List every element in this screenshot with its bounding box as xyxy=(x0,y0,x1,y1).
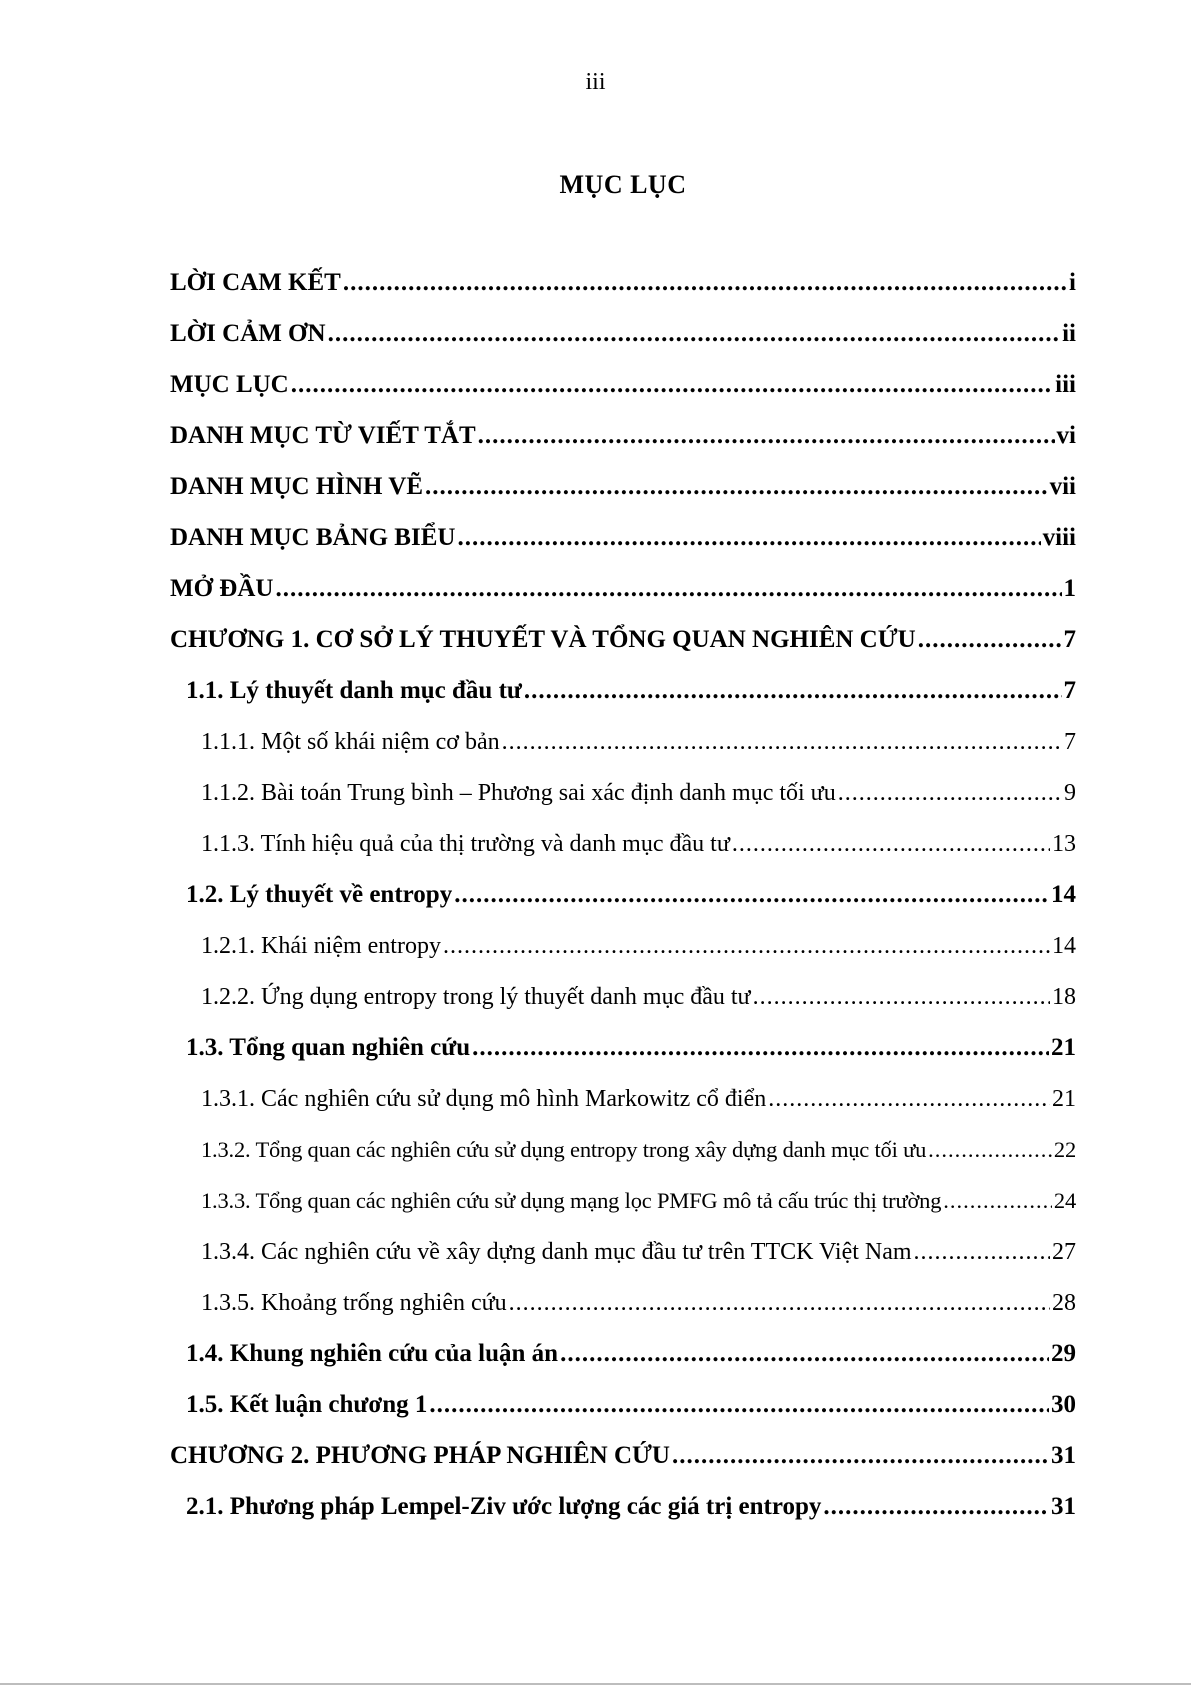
toc-dot-leader xyxy=(328,319,1061,349)
toc-dot-leader xyxy=(454,880,1049,910)
toc-entry[interactable] xyxy=(170,727,1076,778)
toc-dot-leader xyxy=(275,574,1061,604)
toc-entry-page: 21 xyxy=(1052,1086,1076,1112)
toc-entry-page: 13 xyxy=(1052,831,1076,857)
toc-entry[interactable] xyxy=(170,676,1076,727)
toc-dot-leader xyxy=(509,1288,1050,1318)
toc-entry[interactable] xyxy=(170,523,1076,574)
toc-dot-leader xyxy=(429,1390,1049,1420)
toc-dot-leader xyxy=(943,1186,1052,1216)
toc-entry[interactable] xyxy=(170,1084,1076,1135)
toc-dot-leader xyxy=(918,625,1062,655)
toc-entry[interactable] xyxy=(170,880,1076,931)
toc-entry[interactable] xyxy=(170,1492,1076,1543)
toc-entry-label: 1.3.5. Khoảng trống nghiên cứu xyxy=(201,1290,507,1316)
toc-entry-label: 1.4. Khung nghiên cứu của luận án xyxy=(186,1340,559,1367)
toc-entry-page: 1 xyxy=(1063,575,1076,602)
toc-entry-page: 14 xyxy=(1051,881,1076,908)
toc-dot-leader xyxy=(457,523,1040,553)
toc-dot-leader xyxy=(502,727,1062,757)
toc-entry-label: 1.3.3. Tổng quan các nghiên cứu sử dụng mạng lọc PMFG mô tả cấu trúc thị trường xyxy=(201,1188,942,1213)
toc-entry-page: 31 xyxy=(1051,1493,1076,1520)
toc-entry-page: 9 xyxy=(1064,780,1076,806)
toc-entry[interactable] xyxy=(170,268,1076,319)
toc-dot-leader xyxy=(753,982,1050,1012)
toc-entry-page: 7 xyxy=(1063,677,1076,704)
toc-dot-leader xyxy=(343,268,1067,298)
toc-dot-leader xyxy=(928,1135,1052,1165)
table-of-contents xyxy=(170,268,1076,1543)
toc-entry[interactable] xyxy=(170,1186,1076,1237)
toc-entry-page: 30 xyxy=(1051,1391,1076,1418)
toc-entry[interactable] xyxy=(170,1390,1076,1441)
toc-entry-label: CHƯƠNG 1. CƠ SỞ LÝ THUYẾT VÀ TỔNG QUAN NGHIÊN CỨU xyxy=(170,626,916,653)
page-title: MỤC LỤC xyxy=(559,170,687,199)
toc-entry-page: 14 xyxy=(1052,933,1076,959)
toc-entry-label: 1.3.4. Các nghiên cứu về xây dựng danh mục đầu tư trên TTCK Việt Nam xyxy=(201,1239,912,1265)
toc-entry-label: 1.2. Lý thuyết về entropy xyxy=(186,881,453,908)
toc-dot-leader xyxy=(768,1084,1050,1114)
toc-entry[interactable] xyxy=(170,778,1076,829)
toc-entry[interactable] xyxy=(170,472,1076,523)
toc-entry-page: 27 xyxy=(1052,1239,1076,1265)
toc-entry-label: MỤC LỤC xyxy=(170,371,289,398)
toc-entry-page: 22 xyxy=(1053,1137,1076,1162)
toc-entry-page: 21 xyxy=(1051,1034,1076,1061)
toc-entry-label: DANH MỤC BẢNG BIỂU xyxy=(170,524,456,551)
toc-entry-label: MỞ ĐẦU xyxy=(170,575,274,602)
toc-entry-label: 1.1.1. Một số khái niệm cơ bản xyxy=(201,729,500,755)
toc-entry-label: LỜI CẢM ƠN xyxy=(170,320,326,347)
toc-entry-label: DANH MỤC HÌNH VẼ xyxy=(170,473,424,500)
toc-dot-leader xyxy=(443,931,1050,961)
toc-entry[interactable] xyxy=(170,982,1076,1033)
toc-dot-leader xyxy=(478,421,1055,451)
toc-entry-page: vi xyxy=(1056,422,1076,449)
toc-entry[interactable] xyxy=(170,1135,1076,1186)
toc-entry-label: 1.1. Lý thuyết danh mục đầu tư xyxy=(186,677,522,704)
toc-entry-label: CHƯƠNG 2. PHƯƠNG PHÁP NGHIÊN CỨU xyxy=(170,1442,670,1469)
toc-entry-label: 1.3.2. Tổng quan các nghiên cứu sử dụng entropy trong xây dựng danh mục tối ưu xyxy=(201,1137,927,1162)
toc-entry-label: 1.3. Tổng quan nghiên cứu xyxy=(186,1034,471,1061)
toc-entry-label: 1.2.2. Ứng dụng entropy trong lý thuyết danh mục đầu tư xyxy=(201,984,751,1010)
toc-entry-page: i xyxy=(1069,269,1076,296)
toc-entry[interactable] xyxy=(170,421,1076,472)
toc-entry-page: 18 xyxy=(1052,984,1076,1010)
toc-entry[interactable] xyxy=(170,1033,1076,1084)
toc-entry-page: 7 xyxy=(1063,626,1076,653)
toc-entry-page: ii xyxy=(1062,320,1076,347)
toc-entry[interactable] xyxy=(170,1441,1076,1492)
toc-entry-page: vii xyxy=(1049,473,1076,500)
toc-dot-leader xyxy=(472,1033,1049,1063)
toc-entry[interactable] xyxy=(170,931,1076,982)
toc-dot-leader xyxy=(672,1441,1049,1471)
toc-dot-leader xyxy=(914,1237,1050,1267)
toc-entry[interactable] xyxy=(170,319,1076,370)
toc-dot-leader xyxy=(291,370,1053,400)
toc-dot-leader xyxy=(823,1492,1049,1522)
toc-entry-page: 29 xyxy=(1051,1340,1076,1367)
toc-dot-leader xyxy=(425,472,1048,502)
toc-entry-label: DANH MỤC TỪ VIẾT TẮT xyxy=(170,422,476,449)
toc-entry-label: 1.3.1. Các nghiên cứu sử dụng mô hình Markowitz cổ điển xyxy=(201,1086,767,1112)
toc-entry-page: 24 xyxy=(1053,1188,1076,1213)
toc-dot-leader xyxy=(524,676,1062,706)
toc-entry[interactable] xyxy=(170,829,1076,880)
toc-entry[interactable] xyxy=(170,1288,1076,1339)
toc-entry-page: 7 xyxy=(1064,729,1076,755)
toc-dot-leader xyxy=(838,778,1062,808)
toc-entry-page: iii xyxy=(1055,371,1076,398)
toc-entry-label: 1.1.2. Bài toán Trung bình – Phương sai xác định danh mục tối ưu xyxy=(201,780,836,806)
toc-entry[interactable] xyxy=(170,370,1076,421)
toc-entry[interactable] xyxy=(170,1339,1076,1390)
toc-entry-label: LỜI CAM KẾT xyxy=(170,269,341,296)
toc-entry-label: 1.5. Kết luận chương 1 xyxy=(186,1391,428,1418)
toc-dot-leader xyxy=(560,1339,1049,1369)
page-number: iii xyxy=(585,69,606,95)
toc-entry[interactable] xyxy=(170,574,1076,625)
toc-entry[interactable] xyxy=(170,625,1076,676)
toc-entry-label: 1.1.3. Tính hiệu quả của thị trường và danh mục đầu tư xyxy=(201,831,730,857)
toc-dot-leader xyxy=(732,829,1050,859)
toc-entry-page: 28 xyxy=(1052,1290,1076,1316)
toc-entry-label: 2.1. Phương pháp Lempel-Ziv ước lượng các giá trị entropy xyxy=(186,1493,822,1520)
toc-entry-page: 31 xyxy=(1051,1442,1076,1469)
toc-entry[interactable] xyxy=(170,1237,1076,1288)
toc-entry-page: viii xyxy=(1042,524,1076,551)
toc-entry-label: 1.2.1. Khái niệm entropy xyxy=(201,933,441,959)
